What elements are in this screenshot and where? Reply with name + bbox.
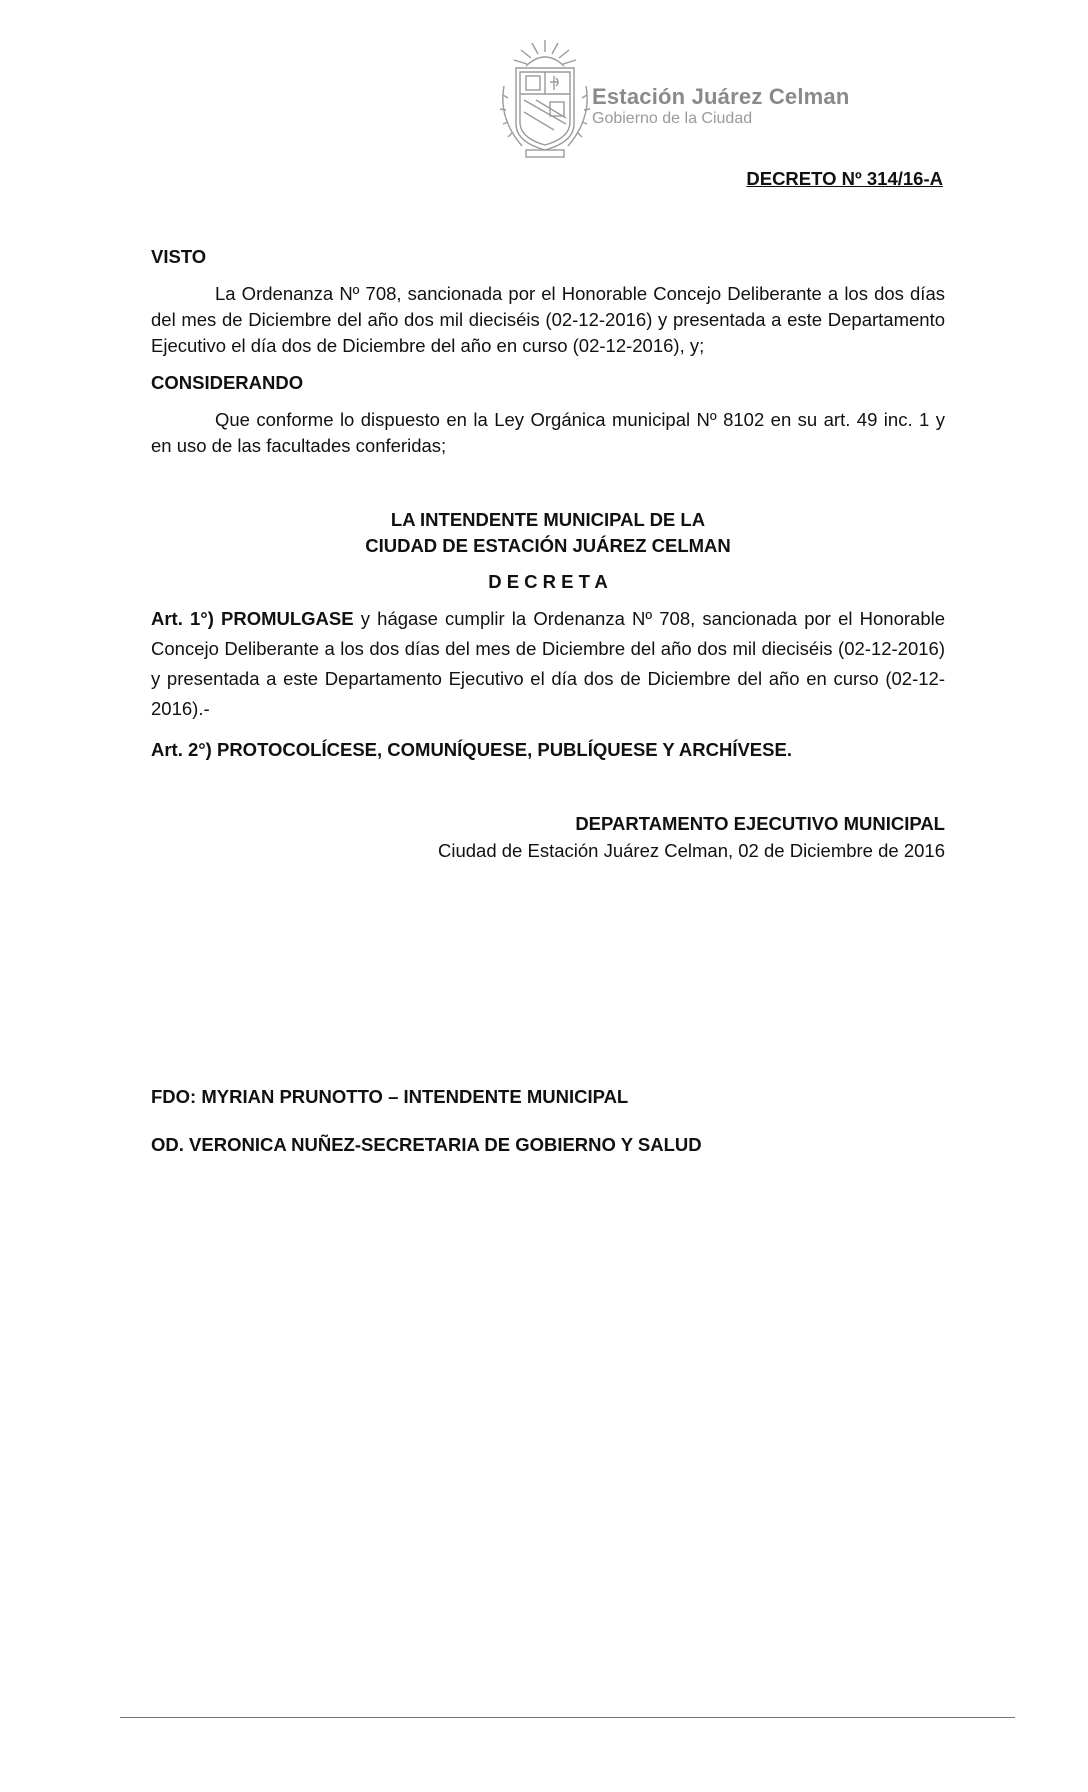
authority-line-1: LA INTENDENTE MUNICIPAL DE LA bbox=[390, 509, 706, 530]
signature-secretaria: OD. VERONICA NUÑEZ-SECRETARIA DE GOBIERNO Y SALUD bbox=[151, 1134, 702, 1155]
article-2: Art. 2°) PROTOCOLÍCESE, COMUNÍQUESE, PUBLÍQUESE Y ARCHÍVESE. bbox=[151, 739, 792, 760]
footer-divider bbox=[120, 1717, 1015, 1718]
signature-intendente: FDO: MYRIAN PRUNOTTO – INTENDENTE MUNICIPAL bbox=[151, 1086, 629, 1107]
decree-number: DECRETO Nº 314/16-A bbox=[746, 168, 943, 189]
decreta-heading: D E C R E T A bbox=[488, 571, 608, 592]
brand-subtitle: Gobierno de la Ciudad bbox=[592, 110, 753, 127]
department-label: DEPARTAMENTO EJECUTIVO MUNICIPAL bbox=[575, 813, 945, 834]
brand-name: Estación Juárez Celman bbox=[592, 84, 850, 109]
considerando-heading: CONSIDERANDO bbox=[151, 372, 304, 393]
considerando-paragraph: Que conforme lo dispuesto en la Ley Orgánica municipal Nº 8102 en su art. 49 inc. 1 y en uso de las facultades conferidas; bbox=[151, 409, 945, 456]
article-1-text: y hágase cumplir la Ordenanza Nº 708, sancionada por el Honorable Concejo Deliberante a los dos días del mes de Diciembre del año dos mil dieciséis (02-12-2016) y presentada a este Departamento Ejecutivo el día dos de Diciembre del año en curso (02-12-2016).- bbox=[151, 608, 946, 719]
visto-heading: VISTO bbox=[151, 246, 207, 267]
municipal-crest-logo bbox=[494, 38, 596, 160]
authority-line-2: CIUDAD DE ESTACIÓN JUÁREZ CELMAN bbox=[365, 535, 731, 556]
article-1 bbox=[151, 604, 945, 724]
visto-paragraph: La Ordenanza Nº 708, sancionada por el Honorable Concejo Deliberante a los dos días del mes de Diciembre del año dos mil dieciséis (02-12-2016) y presentada a este Departamento Ejecutivo el día dos de Diciembre del año en curso (02-12-2016), y; bbox=[151, 283, 945, 356]
place-date: Ciudad de Estación Juárez Celman, 02 de Diciembre de 2016 bbox=[438, 840, 945, 861]
article-1-label: Art. 1°) PROMULGASE bbox=[151, 608, 354, 629]
